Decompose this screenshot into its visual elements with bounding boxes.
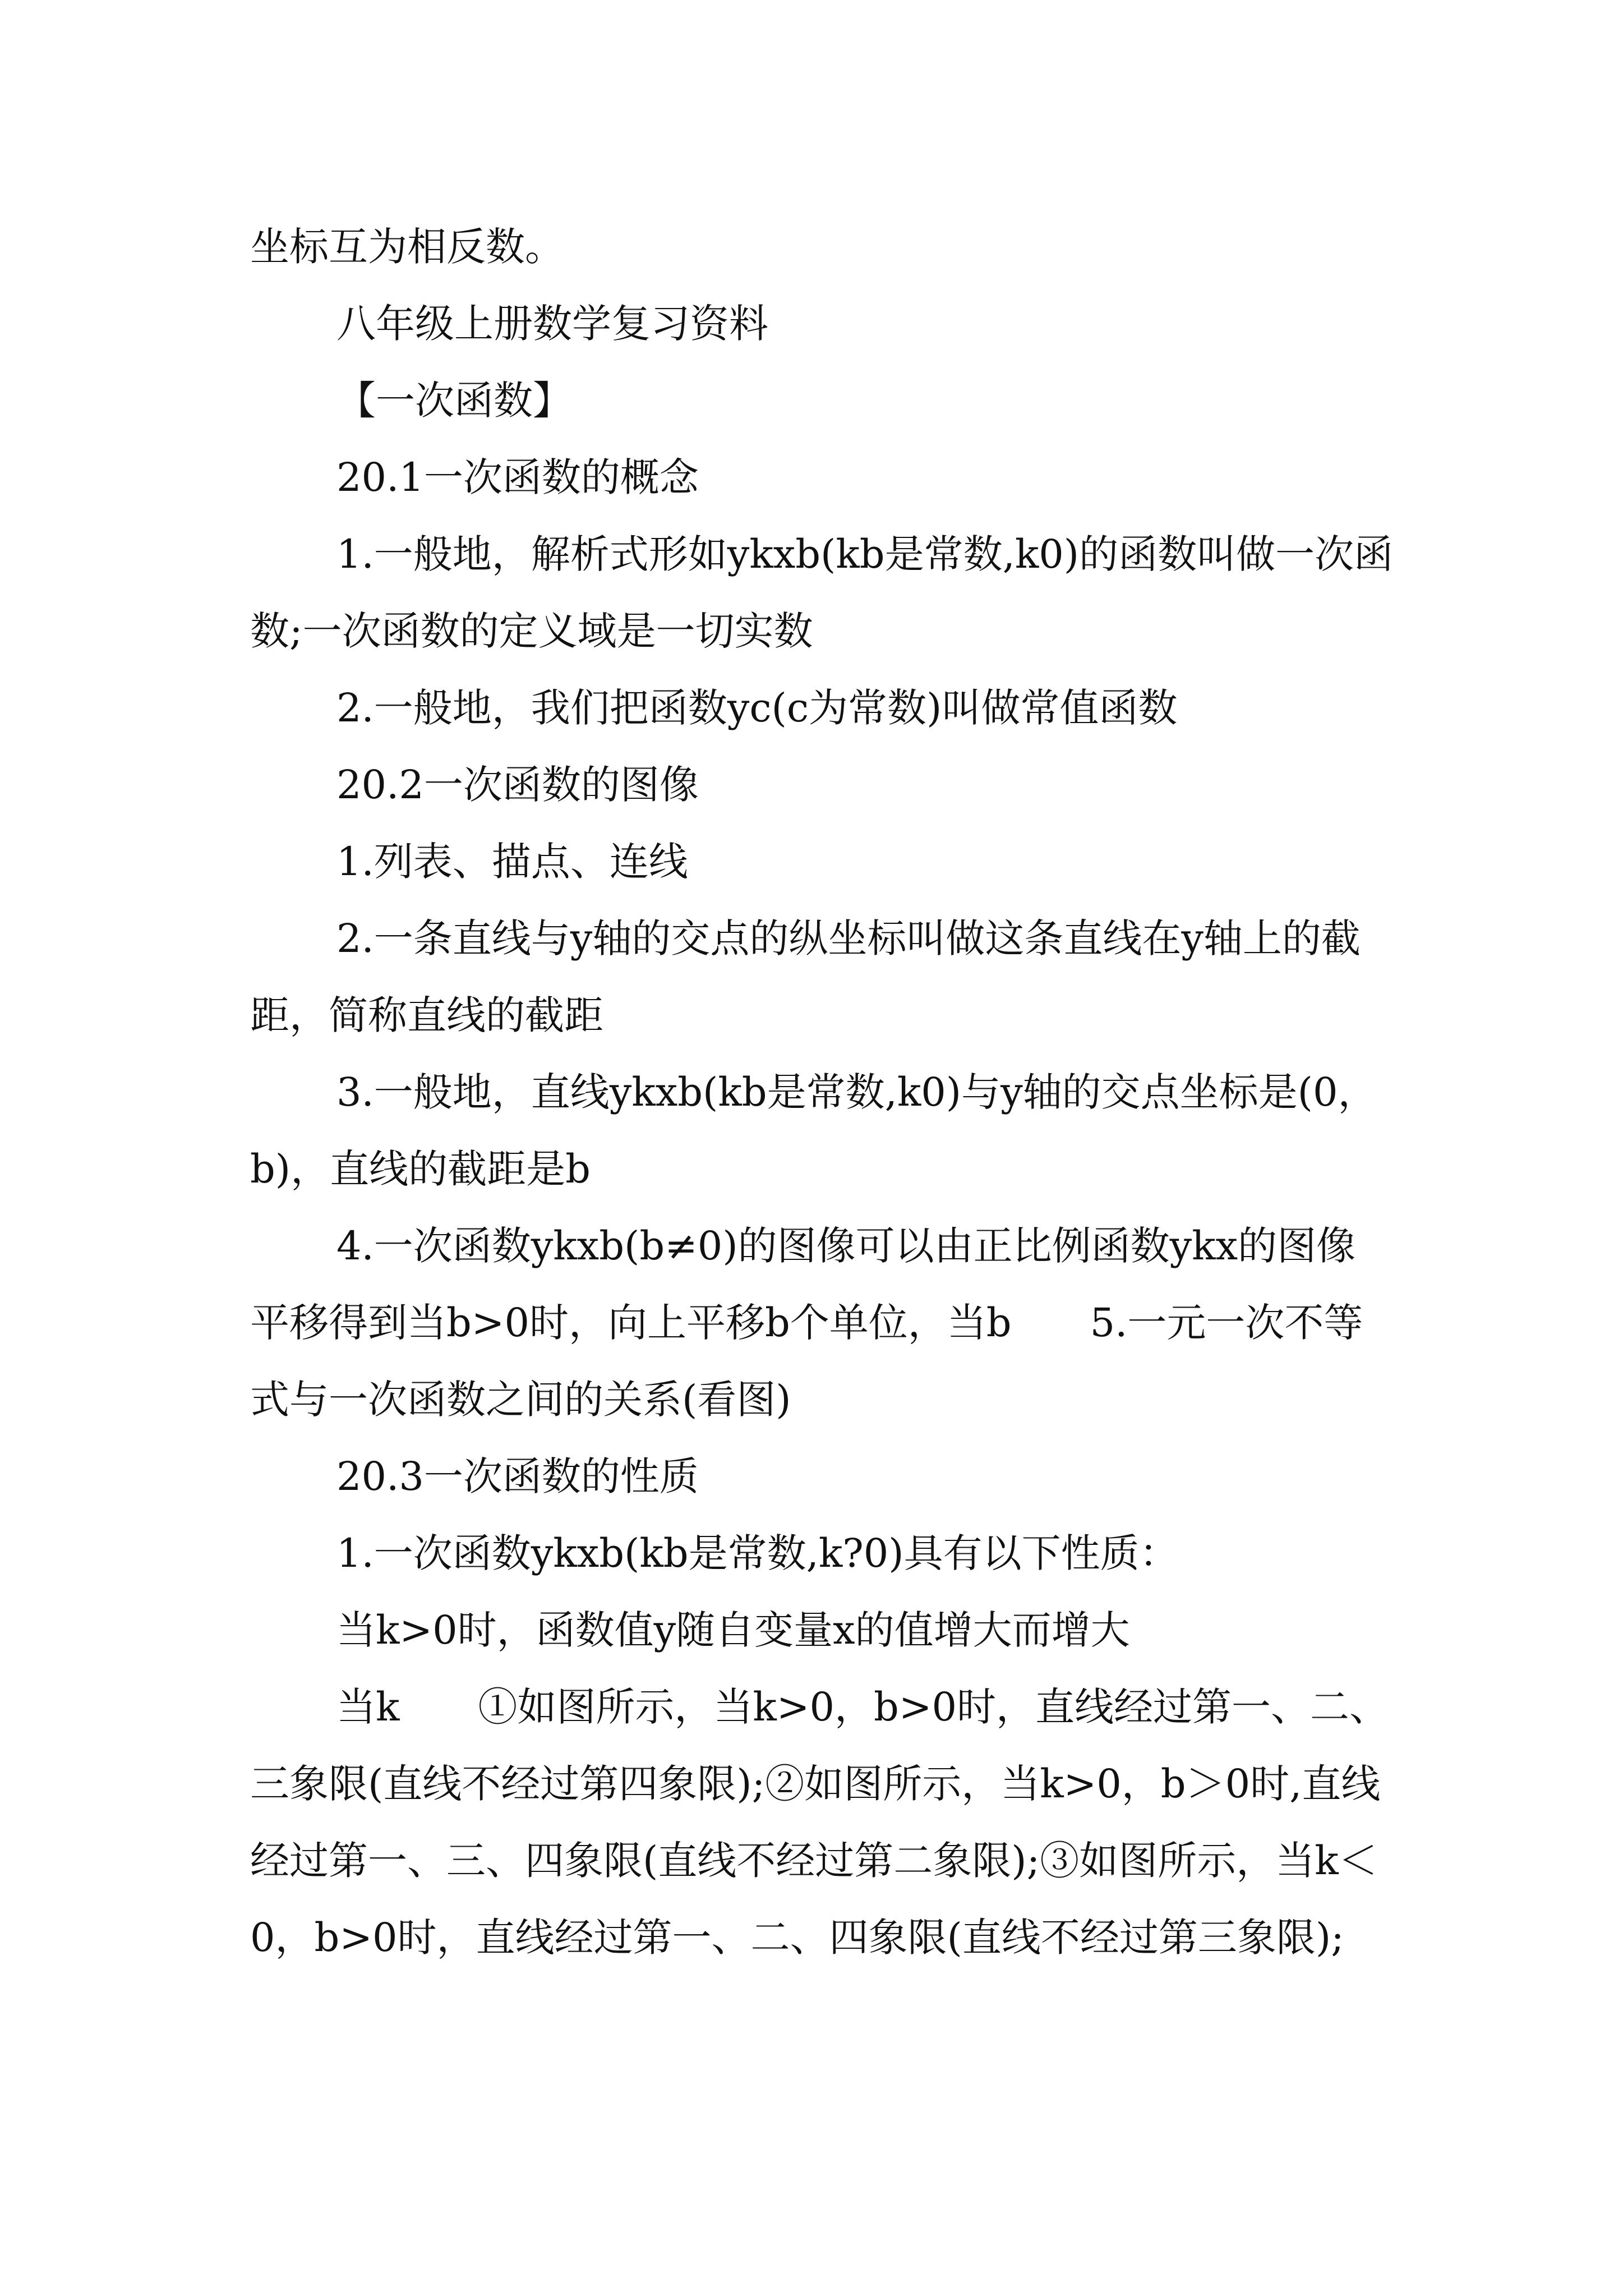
paragraph-definition-linear-function: 1.一般地，解析式形如ykxb(kb是常数,k0)的函数叫做一次函数;一次函数的定义域是一切实数 xyxy=(250,531,1394,654)
chapter-heading: 【一次函数】 xyxy=(336,378,572,424)
paragraph-quadrants: 当k ①如图所示，当k>0，b>0时，直线经过第一、二、三象限(直线不经过第四象限);②如图所示，当k>0，b＞0时,直线经过第一、三、四象限(直线不经过第二象限);③如图所示，当k＜0，b>0时，直线经过第一、二、四象限(直线不经过第三象限); xyxy=(250,1684,1389,1961)
paragraph-intercept-definition: 2.一条直线与y轴的交点的纵坐标叫做这条直线在y轴上的截距，简称直线的截距 xyxy=(250,915,1361,1038)
paragraph-constant-function: 2.一般地，我们把函数yc(c为常数)叫做常值函数 xyxy=(336,685,1178,731)
section-heading-20-2: 20.2一次函数的图像 xyxy=(336,762,699,808)
paragraph-increasing: 当k>0时，函数值y随自变量x的值增大而增大 xyxy=(336,1607,1130,1653)
document-title: 八年级上册数学复习资料 xyxy=(336,301,768,347)
section-heading-20-1: 20.1一次函数的概念 xyxy=(336,454,699,500)
paragraph-properties-intro: 1.一次函数ykxb(kb是常数,k?0)具有以下性质： xyxy=(336,1530,1179,1576)
document-body xyxy=(250,209,1394,1976)
paragraph-translation: 4.一次函数ykxb(b≠0)的图像可以由正比例函数ykx的图像平移得到当b>0时，向上平移b个单位，当b 5.一元一次不等式与一次函数之间的关系(看图) xyxy=(250,1223,1363,1423)
paragraph-plot-steps: 1.列表、描点、连线 xyxy=(336,839,688,885)
paragraph-intercept-point: 3.一般地，直线ykxb(kb是常数,k0)与y轴的交点坐标是(0，b)，直线的截距是b xyxy=(250,1069,1377,1192)
section-heading-20-3: 20.3一次函数的性质 xyxy=(336,1453,699,1499)
paragraph-continuation: 坐标互为相反数。 xyxy=(250,224,564,270)
